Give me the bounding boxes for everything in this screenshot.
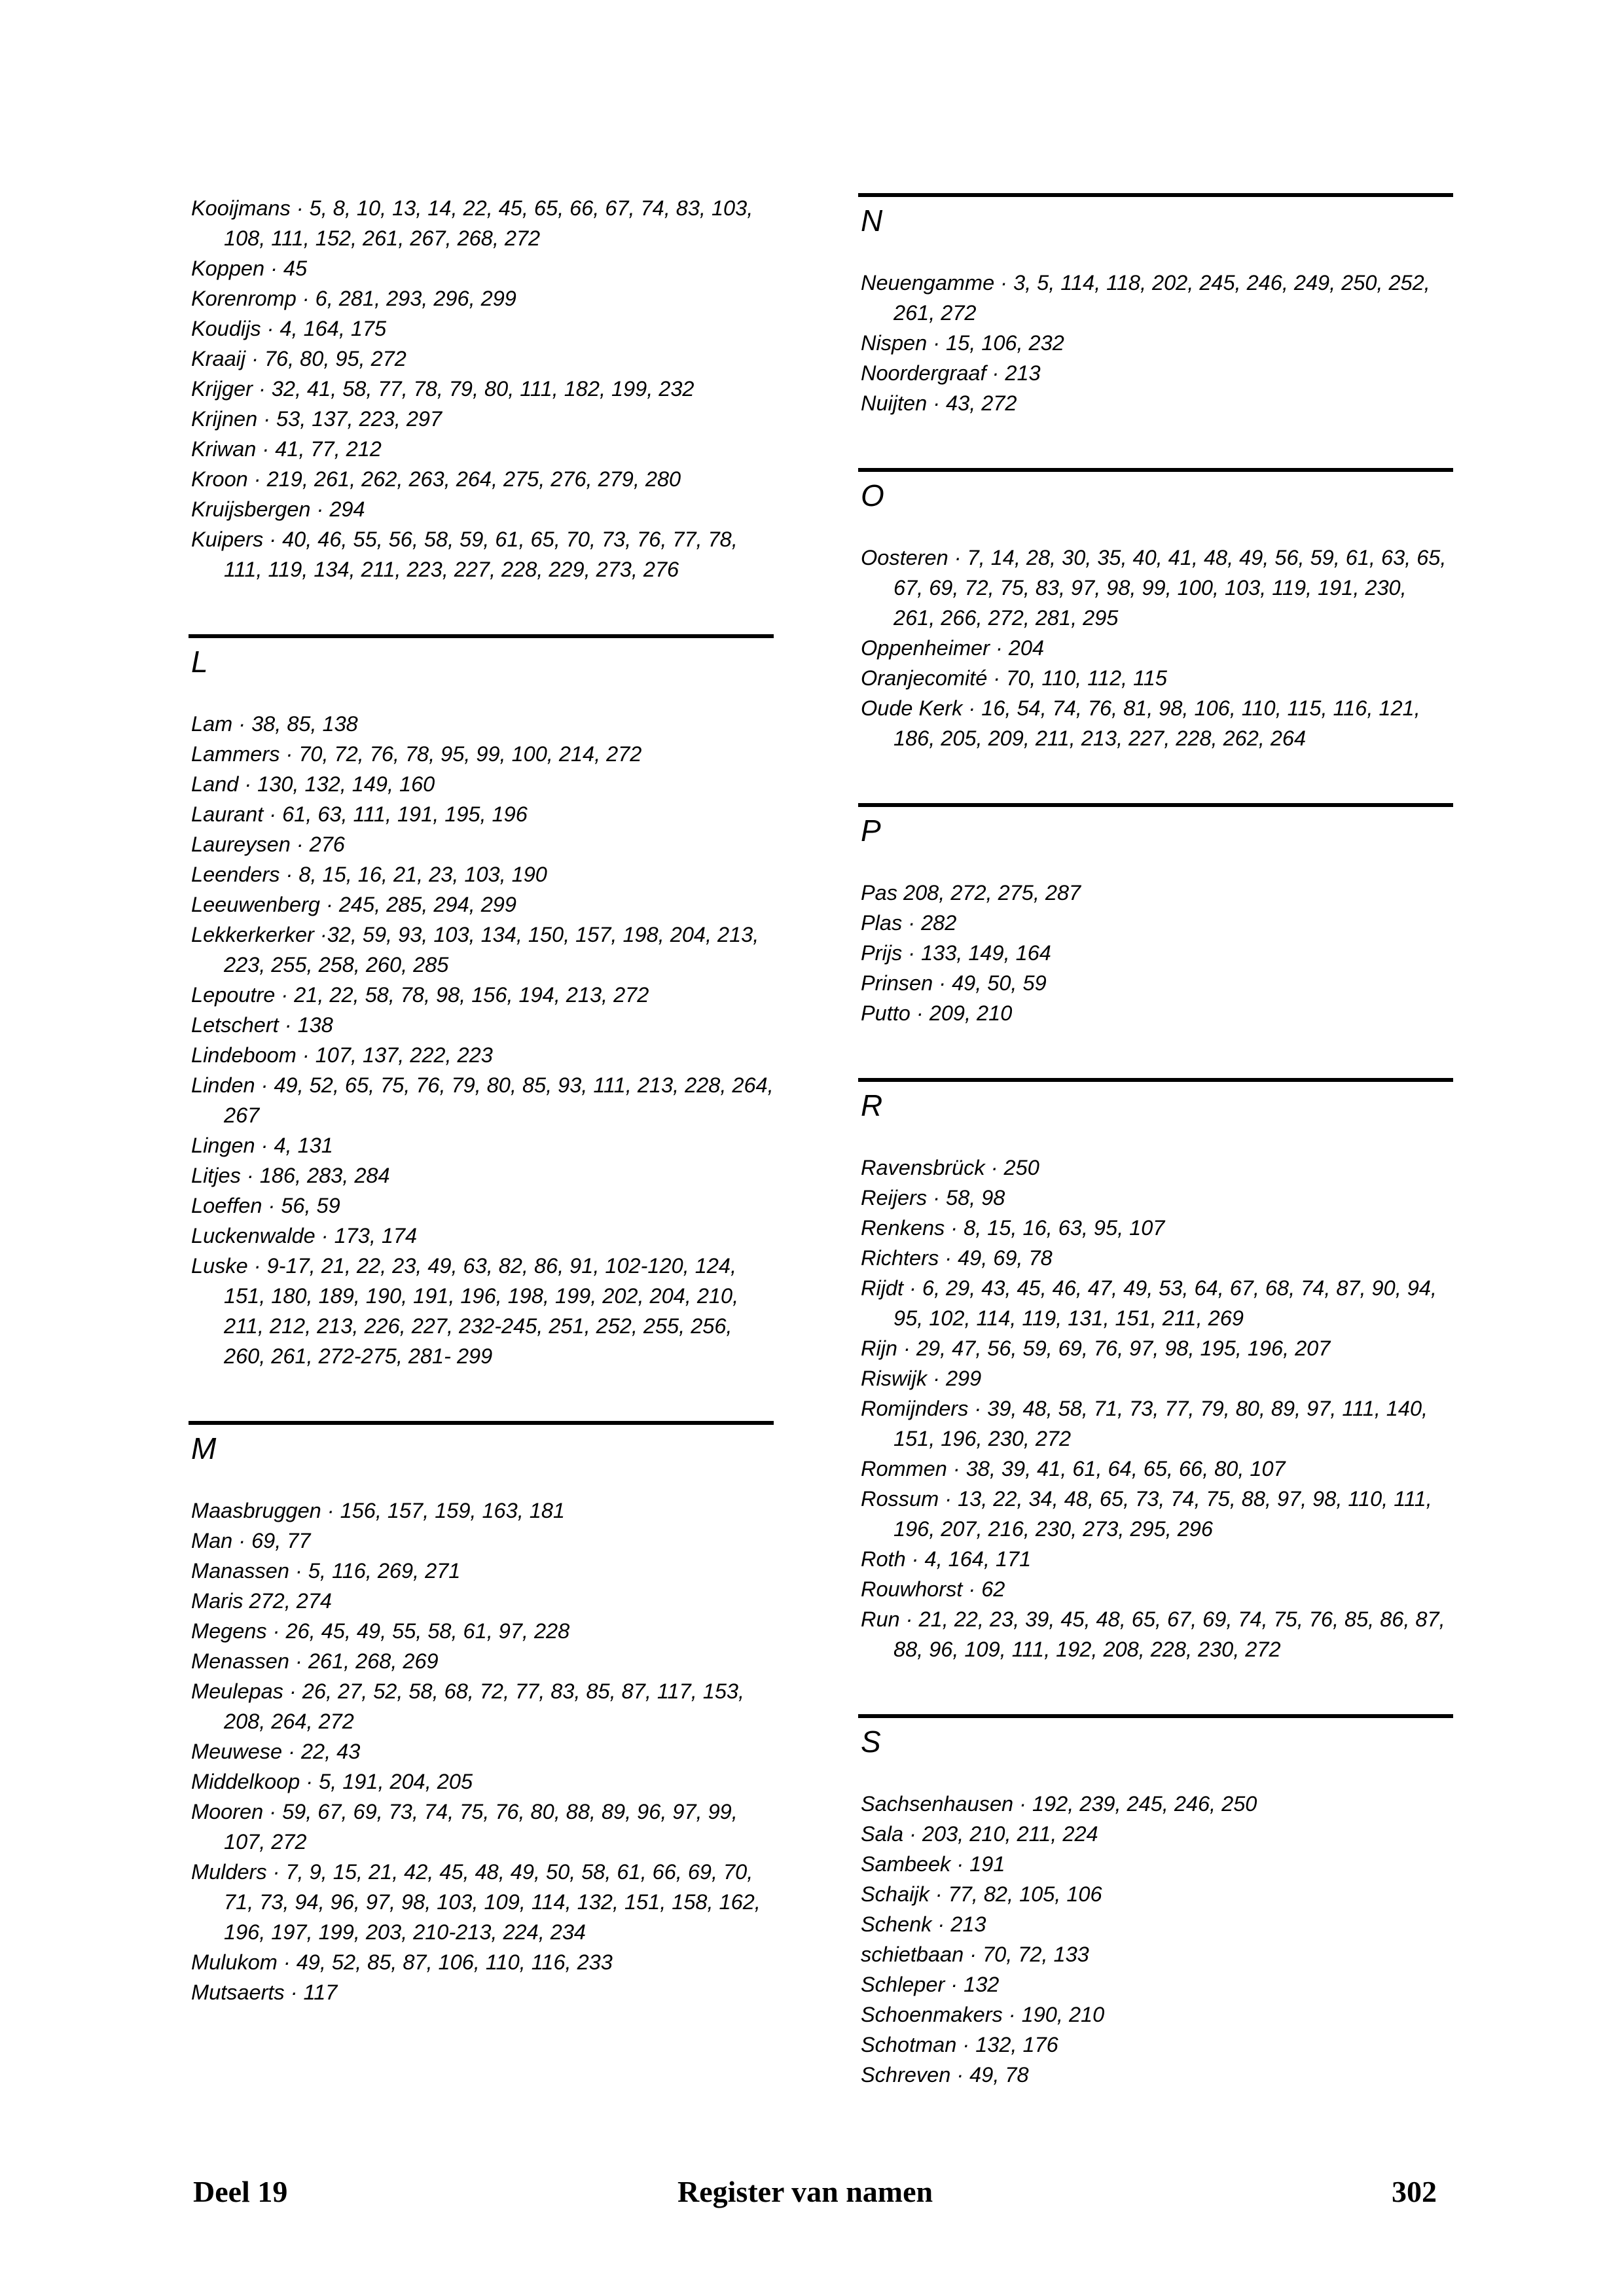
index-entry: Romijnders · 39, 48, 58, 71, 73, 77, 79, 80, 89, 97, 111, 140, 151, 196, 230, 272 — [861, 1397, 1428, 1450]
index-entry: Letschert · 138 — [191, 1013, 333, 1037]
index-entry: Menassen · 261, 268, 269 — [191, 1649, 439, 1673]
index-entry: Korenromp · 6, 281, 293, 296, 299 — [191, 287, 516, 310]
section-gap — [191, 1371, 774, 1421]
section-gap — [861, 418, 1453, 468]
index-entry: Mulukom · 49, 52, 85, 87, 106, 110, 116, 233 — [191, 1950, 613, 1974]
section-divider — [189, 1421, 774, 1425]
volume-label: Deel 19 — [193, 2175, 288, 2208]
index-entry: Schotman · 132, 176 — [861, 2033, 1058, 2056]
index-entry: Renkens · 8, 15, 16, 63, 95, 107 — [861, 1216, 1165, 1240]
index-entry: Lingen · 4, 131 — [191, 1134, 333, 1157]
section-gap — [191, 584, 774, 634]
index-entry: Oranjecomité · 70, 110, 112, 115 — [861, 666, 1167, 690]
left-column — [191, 193, 774, 2007]
index-entry: Sala · 203, 210, 211, 224 — [861, 1822, 1098, 1846]
section-divider — [858, 803, 1453, 807]
page-number: 302 — [1392, 2175, 1437, 2208]
index-entry: Putto · 209, 210 — [861, 1001, 1013, 1025]
section-letter: O — [861, 478, 884, 512]
index-entry: Kuipers · 40, 46, 55, 56, 58, 59, 61, 65, 70, 73, 76, 77, 78, 111, 119, 134, 211, 223, 227, 228, 229, 273, 276 — [191, 528, 738, 581]
index-entry: Rouwhorst · 62 — [861, 1577, 1005, 1601]
index-entry: Schreven · 49, 78 — [861, 2063, 1029, 2087]
section-letter: N — [861, 204, 883, 238]
index-entry: Mutsaerts · 117 — [191, 1981, 338, 2004]
index-entry: Lepoutre · 21, 22, 58, 78, 98, 156, 194, 213, 272 — [191, 983, 649, 1007]
index-entry: Kraaij · 76, 80, 95, 272 — [191, 347, 406, 370]
index-entry: Mulders · 7, 9, 15, 21, 42, 45, 48, 49, 50, 58, 61, 66, 69, 70, 71, 73, 94, 96, 97, 98, 103, 109, 114, 132, 151, 158, 162, 196, 197, 199, 203, 210-213, 224, 234 — [191, 1860, 761, 1944]
index-section-r — [861, 1078, 1453, 1664]
index-entry: Sambeek · 191 — [861, 1852, 1005, 1876]
section-letter: L — [191, 645, 208, 679]
index-entry: Laurant · 61, 63, 111, 191, 195, 196 — [191, 802, 528, 826]
index-section-o — [861, 468, 1453, 753]
index-section-l — [191, 634, 774, 1371]
index-entry: Run · 21, 22, 23, 39, 45, 48, 65, 67, 69, 74, 75, 76, 85, 86, 87, 88, 96, 109, 111, 192, 208, 228, 230, 272 — [861, 1607, 1445, 1661]
section-letter: S — [861, 1725, 881, 1759]
index-entry: Rijdt · 6, 29, 43, 45, 46, 47, 49, 53, 64, 67, 68, 74, 87, 90, 94, 95, 102, 114, 119, 131, 151, 211, 269 — [861, 1276, 1437, 1330]
section-letter: M — [191, 1431, 217, 1465]
section-divider — [858, 193, 1453, 197]
index-entry: Schaijk · 77, 82, 105, 106 — [861, 1882, 1102, 1906]
page-title: Register van namen — [677, 2175, 933, 2208]
index-section-s — [861, 1714, 1453, 2090]
index-entry: Pas 208, 272, 275, 287 — [861, 881, 1081, 905]
index-entry: Land · 130, 132, 149, 160 — [191, 772, 435, 796]
section-divider — [189, 634, 774, 638]
index-entry: Meuwese · 22, 43 — [191, 1740, 361, 1763]
index-entry: Neuengamme · 3, 5, 114, 118, 202, 245, 246, 249, 250, 252, 261, 272 — [861, 271, 1430, 325]
index-entry: Schenk · 213 — [861, 1912, 986, 1936]
index-entry: Lam · 38, 85, 138 — [191, 712, 358, 736]
index-entry: Megens · 26, 45, 49, 55, 58, 61, 97, 228 — [191, 1619, 570, 1643]
index-entry: Rommen · 38, 39, 41, 61, 64, 65, 66, 80, 107 — [861, 1457, 1286, 1480]
index-entry: Reijers · 58, 98 — [861, 1186, 1005, 1210]
section-letter: R — [861, 1088, 883, 1122]
index-entry: Oude Kerk · 16, 54, 74, 76, 81, 98, 106, 110, 115, 116, 121, 186, 205, 209, 211, 213, 227, 228, 262, 264 — [861, 696, 1420, 750]
index-entry: Richters · 49, 69, 78 — [861, 1246, 1053, 1270]
index-entry: Middelkoop · 5, 191, 204, 205 — [191, 1770, 473, 1793]
index-entry: Nuijten · 43, 272 — [861, 391, 1017, 415]
index-entry: Rossum · 13, 22, 34, 48, 65, 73, 74, 75, 88, 97, 98, 110, 111, 196, 207, 216, 230, 273, 295, 296 — [861, 1487, 1432, 1541]
index-entry: Krijnen · 53, 137, 223, 297 — [191, 407, 442, 431]
index-entry: Oppenheimer · 204 — [861, 636, 1045, 660]
index-entry: Maris 272, 274 — [191, 1589, 332, 1613]
index-entry: Nispen · 15, 106, 232 — [861, 331, 1064, 355]
index-entry: Maasbruggen · 156, 157, 159, 163, 181 — [191, 1499, 565, 1522]
index-entry: Sachsenhausen · 192, 239, 245, 246, 250 — [861, 1792, 1257, 1816]
index-entry: Ravensbrück · 250 — [861, 1156, 1039, 1179]
index-entry: Linden · 49, 52, 65, 75, 76, 79, 80, 85, 93, 111, 213, 228, 264, 267 — [191, 1073, 774, 1127]
index-entry: Manassen · 5, 116, 269, 271 — [191, 1559, 461, 1583]
index-entry: Litjes · 186, 283, 284 — [191, 1164, 390, 1187]
index-entry: Lekkerkerker ·32, 59, 93, 103, 134, 150, 157, 198, 204, 213, 223, 255, 258, 260, 285 — [191, 923, 759, 977]
index-entry: Kruijsbergen · 294 — [191, 497, 365, 521]
index-entry: Prijs · 133, 149, 164 — [861, 941, 1051, 965]
index-entry: Riswijk · 299 — [861, 1367, 982, 1390]
index-entry: Koudijs · 4, 164, 175 — [191, 317, 387, 340]
index-entry: Leenders · 8, 15, 16, 21, 23, 103, 190 — [191, 863, 547, 886]
index-entry: Lindeboom · 107, 137, 222, 223 — [191, 1043, 493, 1067]
section-divider — [858, 468, 1453, 472]
index-entry: Meulepas · 26, 27, 52, 58, 68, 72, 77, 83, 85, 87, 117, 153, 208, 264, 272 — [191, 1679, 745, 1733]
index-section-m — [191, 1421, 774, 2007]
page-footer — [193, 2174, 1437, 2214]
index-entry: Roth · 4, 164, 171 — [861, 1547, 1032, 1571]
index-entry: schietbaan · 70, 72, 133 — [861, 1943, 1089, 1966]
section-divider — [858, 1714, 1453, 1718]
right-column — [861, 193, 1453, 2090]
index-entry: Luske · 9-17, 21, 22, 23, 49, 63, 82, 86, 91, 102-120, 124, 151, 180, 189, 190, 191, 196, 198, 199, 202, 204, 210, 211, 212, 213, 226, 227, 232-245, 251, 252, 255, 256, 260, 261, 272-275, 281- 299 — [191, 1254, 739, 1368]
section-letter: P — [861, 814, 881, 848]
index-entry: Kriwan · 41, 77, 212 — [191, 437, 382, 461]
index-entry: Kroon · 219, 261, 262, 263, 264, 275, 276, 279, 280 — [191, 467, 681, 491]
index-entry: Lammers · 70, 72, 76, 78, 95, 99, 100, 214, 272 — [191, 742, 642, 766]
index-entry: Noordergraaf · 213 — [861, 361, 1041, 385]
section-gap — [861, 1028, 1453, 1078]
index-entry: Loeffen · 56, 59 — [191, 1194, 340, 1217]
index-entry: Schoenmakers · 190, 210 — [861, 2003, 1105, 2026]
index-entry: Prinsen · 49, 50, 59 — [861, 971, 1047, 995]
index-entry: Krijger · 32, 41, 58, 77, 78, 79, 80, 111, 182, 199, 232 — [191, 377, 695, 401]
index-entry: Koppen · 45 — [191, 257, 308, 280]
index-section-n — [861, 193, 1453, 418]
index-entry: Schleper · 132 — [861, 1973, 1000, 1996]
index-entry: Kooijmans · 5, 8, 10, 13, 14, 22, 45, 65, 66, 67, 74, 83, 103, 108, 111, 152, 261, 267, 268, 272 — [191, 196, 753, 250]
index-entry: Leeuwenberg · 245, 285, 294, 299 — [191, 893, 516, 916]
section-gap — [861, 753, 1453, 803]
section-divider — [858, 1078, 1453, 1082]
index-entry: Luckenwalde · 173, 174 — [191, 1224, 418, 1247]
index-section-p — [861, 803, 1453, 1028]
section-gap — [861, 1664, 1453, 1714]
index-entry: Rijn · 29, 47, 56, 59, 69, 76, 97, 98, 195, 196, 207 — [861, 1336, 1331, 1360]
index-entry: Laureysen · 276 — [191, 833, 345, 856]
index-entry: Mooren · 59, 67, 69, 73, 74, 75, 76, 80, 88, 89, 96, 97, 99, 107, 272 — [191, 1800, 738, 1854]
index-entry: Oosteren · 7, 14, 28, 30, 35, 40, 41, 48, 49, 56, 59, 61, 63, 65, 67, 69, 72, 75, 83, 97, 98, 99, 100, 103, 119, 191, 230, 261, 266, 272, 281, 295 — [861, 546, 1447, 630]
index-entries-k — [191, 193, 774, 584]
index-entry: Man · 69, 77 — [191, 1529, 311, 1552]
index-entry: Plas · 282 — [861, 911, 957, 935]
